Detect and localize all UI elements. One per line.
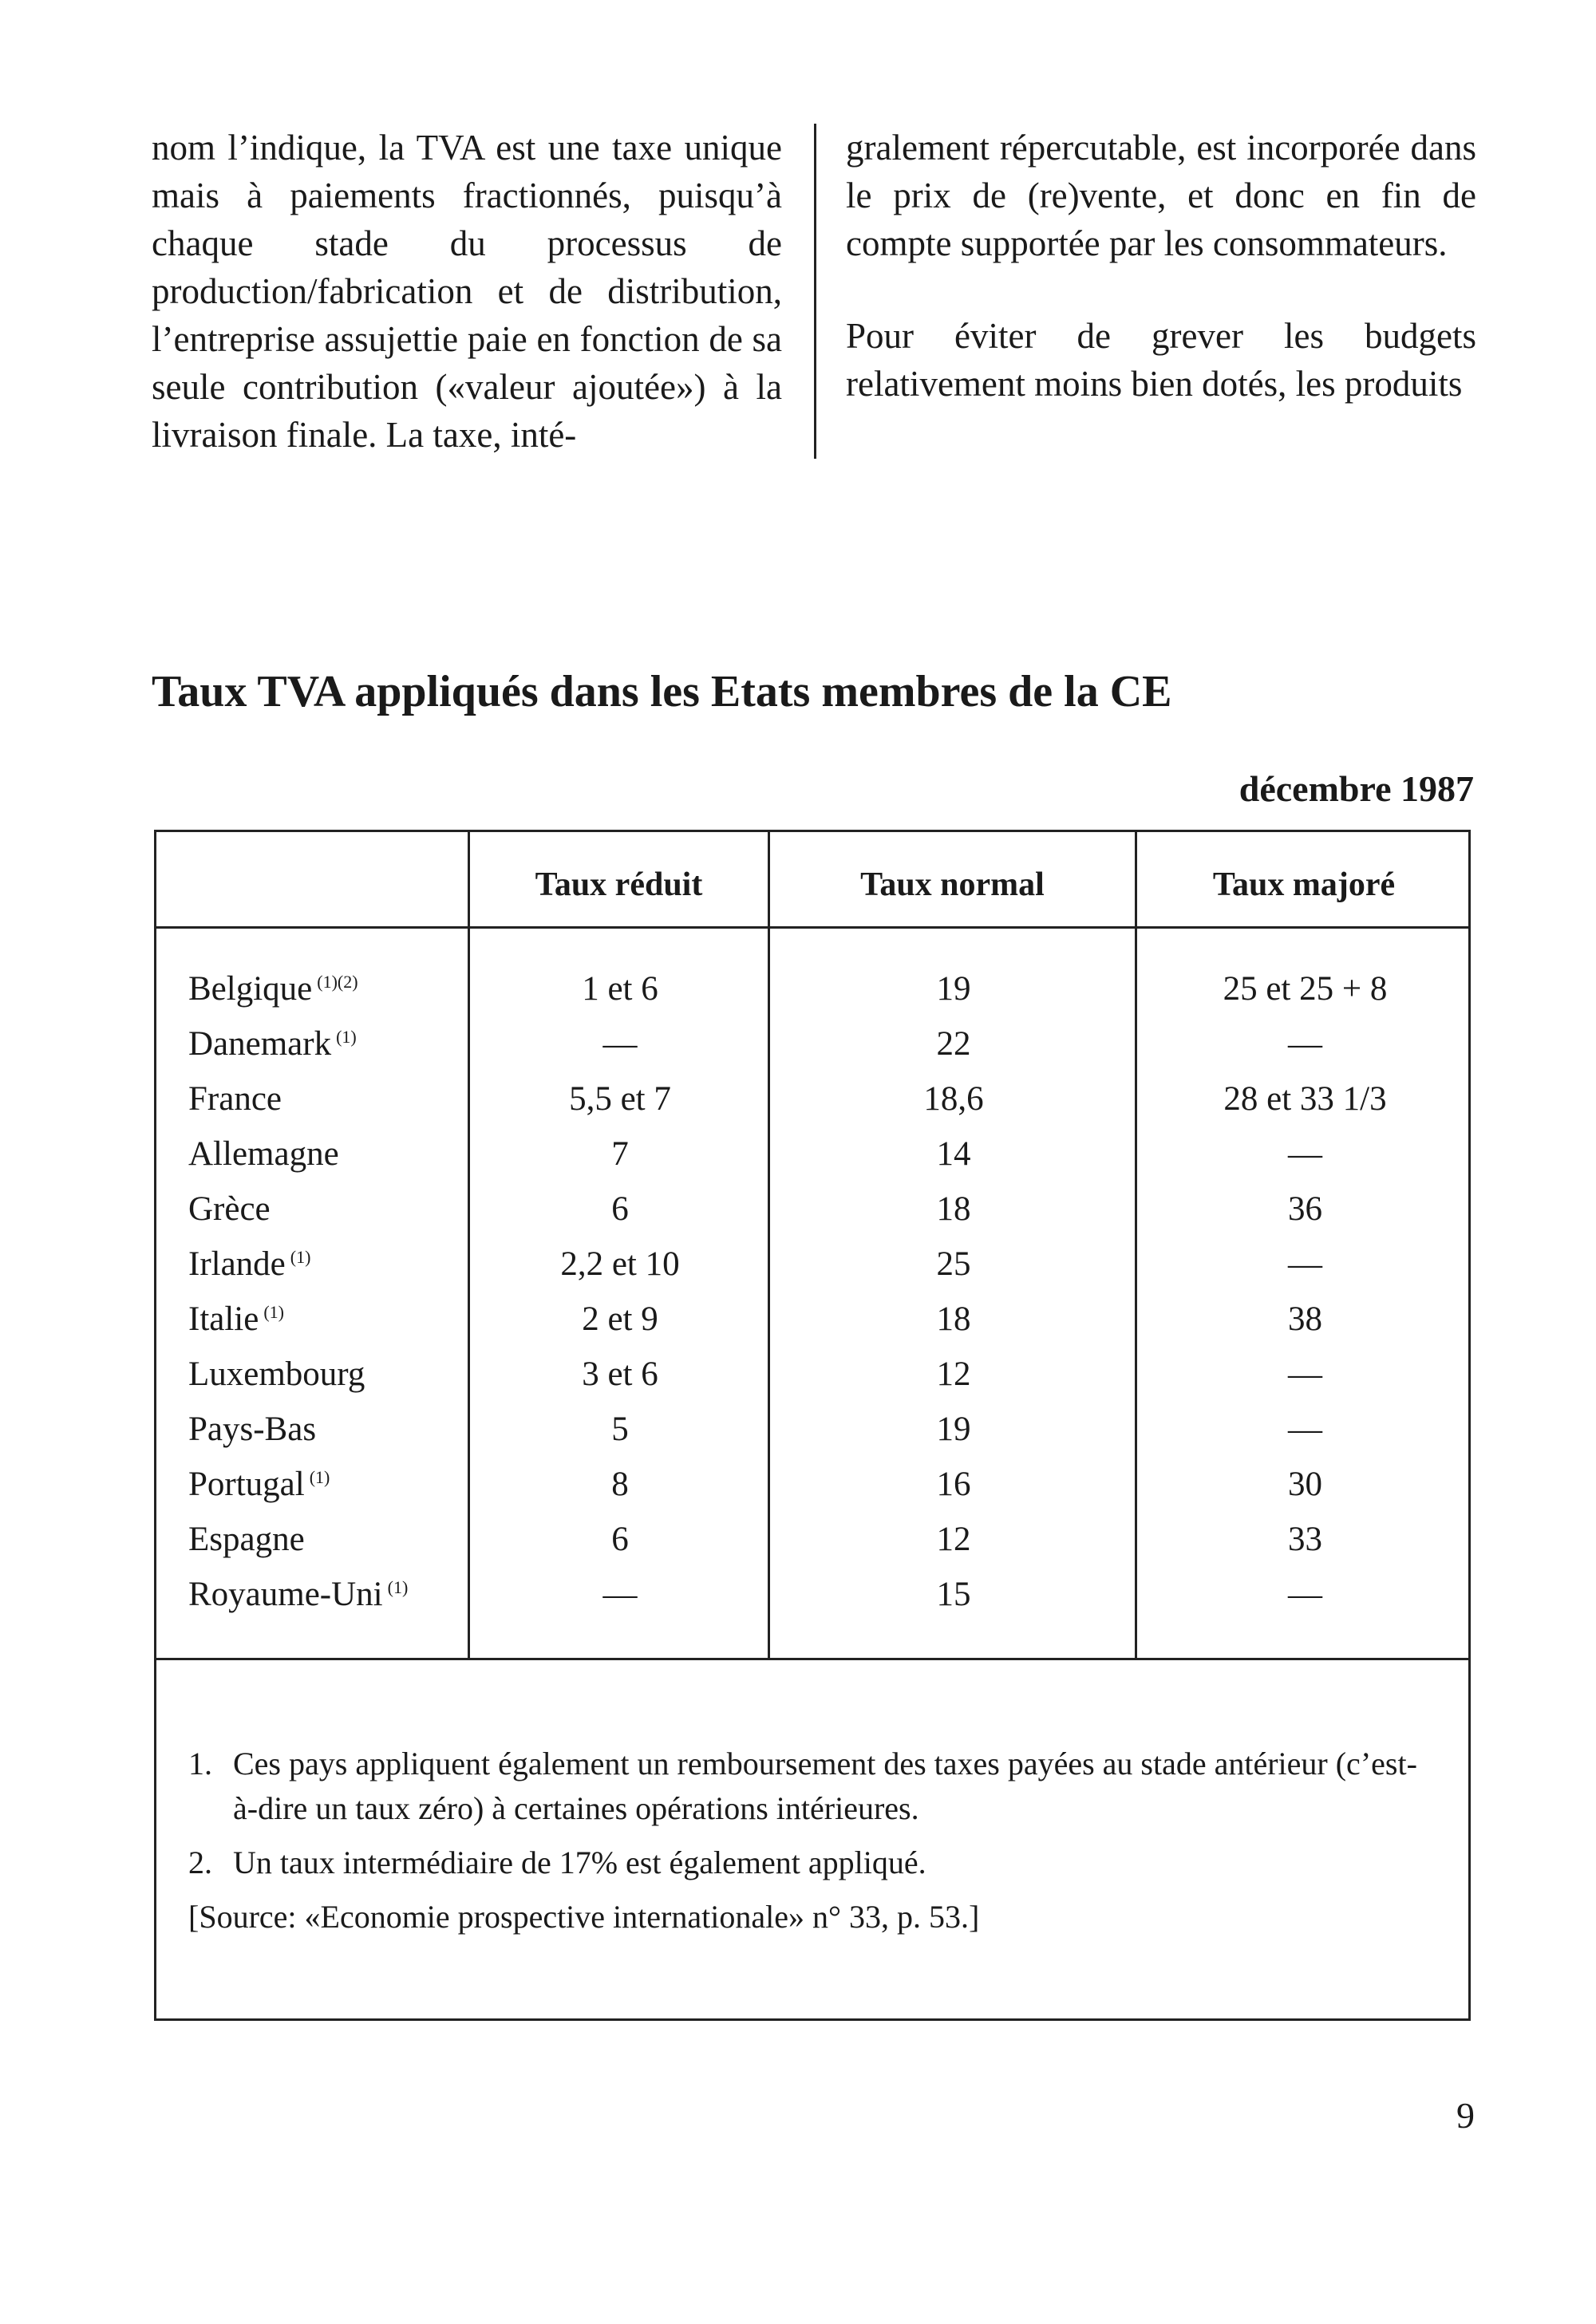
taux-normal-cell: 18 [936, 1190, 971, 1228]
country-cell [188, 1347, 369, 1402]
table-row [156, 1512, 1468, 1567]
right-column [846, 124, 1476, 408]
country-name: Luxembourg [188, 1355, 365, 1393]
taux-majore-cell: — [1288, 1355, 1322, 1393]
header-rule [156, 926, 1468, 929]
country-cell [188, 961, 358, 1016]
footnote-text: Ces pays appliquent également un remboursement des taxes payées au stade antérieur (c’est-à-dire un taux zéro) à certaines opérations intérieures. [233, 1746, 1417, 1826]
footnote-reference: (1)(2) [317, 971, 358, 992]
country-cell [188, 1402, 321, 1457]
country-name: Espagne [188, 1521, 305, 1558]
table-row [156, 1182, 1468, 1237]
country-cell [188, 1126, 344, 1182]
taux-reduit-cell: 5,5 et 7 [569, 1080, 671, 1118]
footnote-number: 1. [188, 1746, 212, 1781]
taux-reduit-cell: 2 et 9 [582, 1300, 658, 1338]
page-number: 9 [1456, 2095, 1475, 2136]
taux-normal-cell: 19 [936, 970, 971, 1008]
country-name: Pays-Bas [188, 1411, 317, 1448]
footnotes [188, 1742, 1441, 1939]
taux-majore-cell: — [1288, 1135, 1322, 1173]
header-taux-reduit: Taux réduit [535, 866, 703, 903]
country-name: Allemagne [188, 1135, 339, 1173]
table-row [156, 1126, 1468, 1182]
taux-normal-cell: 19 [936, 1411, 971, 1448]
footnote-text: Un taux intermédiaire de 17% est également appliqué. [233, 1845, 926, 1880]
table-row [156, 1402, 1468, 1457]
header-taux-majore: Taux majoré [1212, 866, 1396, 903]
country-cell [188, 1457, 330, 1512]
table-title: Taux TVA appliqués dans les Etats membres de la CE [152, 667, 1172, 716]
taux-reduit-cell: 7 [611, 1135, 629, 1173]
footnote-reference: (1) [263, 1301, 284, 1322]
taux-reduit-cell: 3 et 6 [582, 1355, 658, 1393]
taux-reduit-cell: 6 [611, 1190, 629, 1228]
body-text-columns [152, 124, 1476, 459]
taux-normal-cell: 16 [936, 1466, 971, 1503]
footnote-2 [188, 1841, 1441, 1885]
taux-reduit-cell: — [602, 1576, 638, 1613]
taux-normal-cell: 12 [936, 1521, 971, 1558]
table-body [156, 961, 1468, 1622]
taux-reduit-cell: 1 et 6 [582, 970, 658, 1008]
footnote-reference: (1) [309, 1466, 330, 1487]
taux-majore-cell: 28 et 33 1/3 [1223, 1080, 1387, 1118]
taux-normal-cell: 22 [936, 1025, 971, 1063]
country-cell [188, 1512, 310, 1567]
footnote-number: 2. [188, 1845, 212, 1880]
taux-normal-cell: 12 [936, 1355, 971, 1393]
country-cell [188, 1292, 284, 1347]
table-row [156, 1016, 1468, 1071]
country-cell [188, 1071, 286, 1126]
taux-majore-cell: 30 [1288, 1466, 1322, 1503]
taux-majore-cell: — [1288, 1411, 1322, 1448]
taux-majore-cell: 38 [1288, 1300, 1322, 1338]
right-column-paragraph-2: Pour éviter de grever les budgets relativement moins bien dotés, les produits [846, 316, 1476, 404]
country-name: Portugal [188, 1466, 305, 1503]
table-row [156, 1237, 1468, 1292]
footnote-rule [156, 1658, 1468, 1660]
table-row [156, 1347, 1468, 1402]
footnote-reference: (1) [387, 1576, 409, 1597]
vat-rates-table [154, 830, 1471, 2021]
taux-reduit-cell: — [602, 1025, 638, 1063]
country-name: Danemark [188, 1025, 332, 1063]
table-row [156, 1292, 1468, 1347]
country-name: Irlande [188, 1245, 286, 1283]
country-name: Royaume-Uni [188, 1576, 383, 1613]
country-name: Belgique [188, 970, 313, 1008]
taux-reduit-cell: 8 [611, 1466, 629, 1503]
left-column [152, 124, 782, 459]
taux-normal-cell: 18,6 [923, 1080, 984, 1118]
taux-majore-cell: — [1288, 1245, 1322, 1283]
country-name: Italie [188, 1300, 259, 1338]
taux-majore-cell: 25 et 25 + 8 [1223, 970, 1388, 1008]
country-name: Grèce [188, 1190, 271, 1228]
footnote-reference: (1) [336, 1026, 357, 1047]
table-row [156, 1457, 1468, 1512]
left-column-paragraph: nom l’indique, la TVA est une taxe unique mais à paiements fractionnés, puisqu’à chaque stade du processus de production/fabrication et de distribution, l’entreprise assujettie paie en fonction de sa seule contribution («valeur ajoutée») à la livraison finale. La taxe, inté- [152, 128, 782, 455]
taux-reduit-cell: 6 [611, 1521, 629, 1558]
taux-majore-cell: 36 [1288, 1190, 1322, 1228]
taux-normal-cell: 15 [936, 1576, 971, 1613]
country-cell [188, 1567, 408, 1622]
footnote-reference: (1) [290, 1246, 311, 1267]
taux-normal-cell: 25 [936, 1245, 971, 1283]
country-name: France [188, 1080, 282, 1118]
taux-normal-cell: 14 [936, 1135, 971, 1173]
country-cell [188, 1182, 275, 1237]
taux-majore-cell: — [1288, 1025, 1322, 1063]
taux-reduit-cell: 5 [611, 1411, 629, 1448]
country-cell [188, 1016, 357, 1071]
source-citation: [Source: «Economie prospective internationale» n° 33, p. 53.] [188, 1899, 980, 1935]
footnote-1 [188, 1742, 1441, 1831]
header-taux-normal: Taux normal [860, 866, 1045, 903]
table-date: décembre 1987 [1238, 768, 1474, 809]
right-column-paragraph-1: gralement répercutable, est incorporée dans le prix de (re)vente, et donc en fin de compte supportée par les consommateurs. [846, 128, 1476, 263]
table-row [156, 1567, 1468, 1622]
taux-majore-cell: — [1288, 1576, 1322, 1613]
taux-reduit-cell: 2,2 et 10 [560, 1245, 680, 1283]
table-row [156, 961, 1468, 1016]
taux-majore-cell: 33 [1288, 1521, 1322, 1558]
table-row [156, 1071, 1468, 1126]
country-cell [188, 1237, 310, 1292]
column-divider [814, 124, 816, 459]
taux-normal-cell: 18 [936, 1300, 971, 1338]
